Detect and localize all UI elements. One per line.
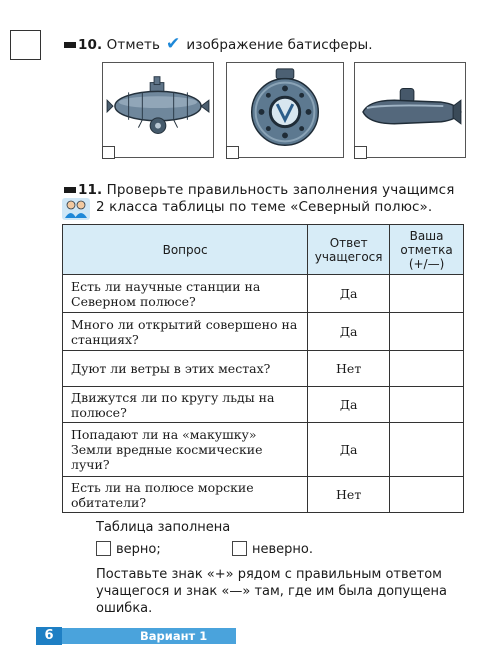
result-options: [96, 540, 436, 560]
task-11-line-2: 2 класса таблицы по теме «Северный полюс».: [96, 199, 433, 215]
image-bathysphere-checkbox[interactable]: [226, 146, 239, 159]
image-submarine: [354, 62, 466, 158]
correct-label: верно;: [116, 542, 161, 557]
task-11-line-1: Проверьте правильность заполнения учащимся: [106, 182, 455, 198]
image-submarine-checkbox[interactable]: [354, 146, 367, 159]
question-cell: Есть ли на полюсе морские обитатели?: [63, 477, 308, 513]
task-marker: [64, 187, 76, 193]
bathyscaphe-icon: [103, 63, 213, 157]
task-marker: [64, 42, 76, 48]
table-row: [63, 423, 464, 477]
answer-cell: Да: [308, 275, 390, 313]
answers-table: [62, 224, 464, 513]
mark-cell[interactable]: [390, 387, 464, 423]
wrong-label: неверно.: [252, 542, 313, 557]
task-11-number: 11.: [78, 182, 103, 198]
submarine-icon: [355, 63, 465, 157]
correct-checkbox[interactable]: [96, 541, 111, 556]
answer-cell: Нет: [308, 351, 390, 387]
check-icon: ✔: [166, 34, 181, 54]
mark-cell[interactable]: [390, 275, 464, 313]
question-cell: Есть ли научные станции на Северном полюсе?: [63, 275, 308, 313]
header-question: Вопрос: [63, 225, 308, 275]
header-mark: Ваша отметка (+/—): [390, 225, 464, 275]
mark-cell[interactable]: [390, 423, 464, 477]
header-answer: Ответ учащегося: [308, 225, 390, 275]
question-cell: Попадают ли на «макушку» Земли вредные космические лучи?: [63, 423, 308, 477]
answer-cell: Да: [308, 313, 390, 351]
mark-cell[interactable]: [390, 313, 464, 351]
task-10-heading: [64, 36, 373, 54]
answer-cell: Да: [308, 423, 390, 477]
table-row: [63, 275, 464, 313]
wrong-checkbox[interactable]: [232, 541, 247, 556]
result-label: Таблица заполнена: [96, 520, 231, 535]
table-row: [63, 313, 464, 351]
variant-label: Вариант 1: [140, 629, 208, 643]
pair-work-icon: [62, 198, 90, 220]
question-cell: Движутся ли по кругу льды на полюсе?: [63, 387, 308, 423]
table-row: [63, 351, 464, 387]
task-10-text-before: Отметь: [106, 37, 161, 53]
answer-cell: Да: [308, 387, 390, 423]
mark-cell[interactable]: [390, 351, 464, 387]
table-row: [63, 387, 464, 423]
question-cell: Дуют ли ветры в этих местах?: [63, 351, 308, 387]
question-cell: Много ли открытий совершено на станциях?: [63, 313, 308, 351]
answer-cell: Нет: [308, 477, 390, 513]
page-number: 6: [36, 627, 62, 645]
task-10-number: 10.: [78, 37, 103, 53]
instruction-text: Поставьте знак «+» рядом с правильным ответом учащегося и знак «—» там, где им была допущена ошибка.: [96, 567, 447, 616]
score-box[interactable]: [10, 30, 41, 60]
image-bathyscaphe: [102, 62, 214, 158]
task-11-heading: [64, 182, 454, 199]
image-bathysphere: [226, 62, 344, 158]
image-bathyscaphe-checkbox[interactable]: [102, 146, 115, 159]
bathysphere-icon: [227, 63, 343, 157]
mark-cell[interactable]: [390, 477, 464, 513]
task-10-text-after: изображение батисферы.: [186, 37, 373, 53]
table-row: [63, 477, 464, 513]
